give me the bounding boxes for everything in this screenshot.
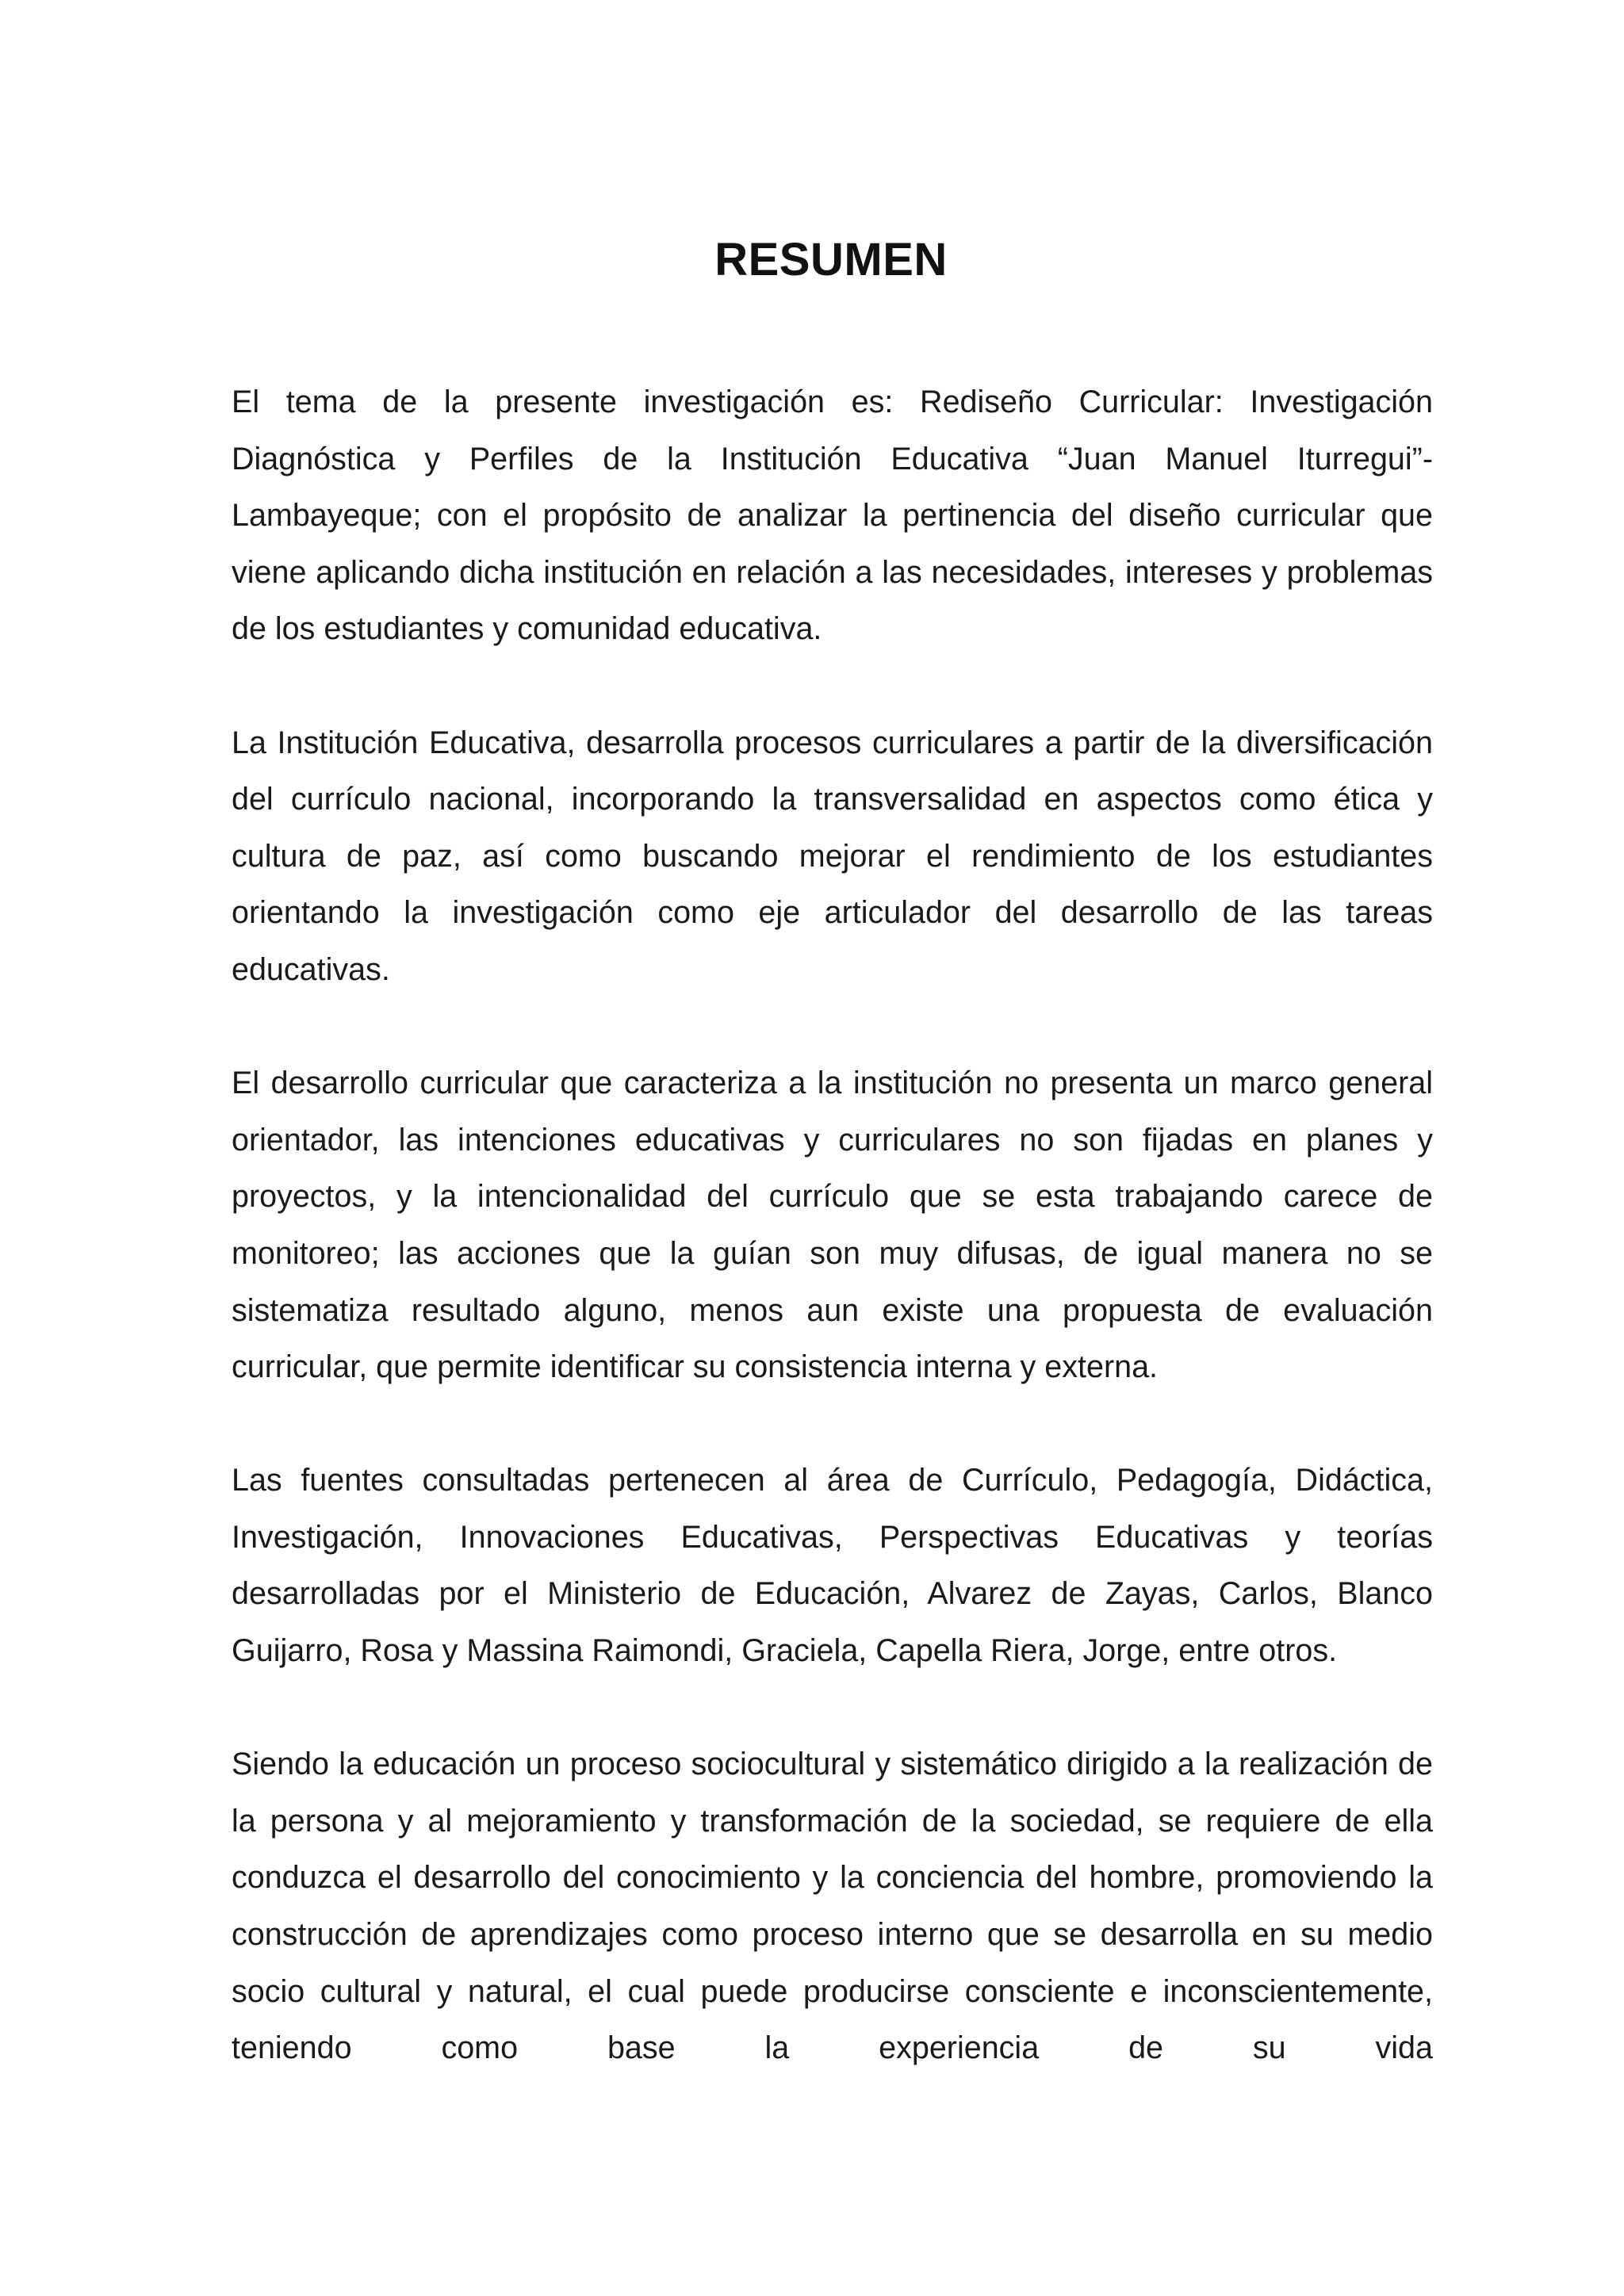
paragraph-2: La Institución Educativa, desarrolla procesos curriculares a partir de la diversificación del currículo nacional, incorporando la transversalidad en aspectos como ética y cultura de paz, así como buscando mejorar el rendimiento de los estudiantes orientando la investigación como eje articulador del desarrollo de las tareas educativas.: [232, 725, 1433, 987]
page-title: RESUMEN: [714, 234, 948, 285]
paragraph-1: El tema de la presente investigación es: Rediseño Curricular: Investigación Diagnóstica y Perfiles de la Institución Educativa “Juan Manuel Iturregui”-Lambayeque; con el propósito de analizar la pertinencia del diseño curricular que viene aplicando dicha institución en relación a las necesidades, intereses y problemas de los estudiantes y comunidad educativa.: [232, 385, 1433, 647]
paragraph-3: El desarrollo curricular que caracteriza a la institución no presenta un marco general orientador, las intenciones educativas y curriculares no son fijadas en planes y proyectos, y la intencionalidad del currículo que se esta trabajando carece de monitoreo; las acciones que la guían son muy difusas, de igual manera no se sistematiza resultado alguno, menos aun existe una propuesta de evaluación curricular, que permite identificar su consistencia interna y externa.: [232, 1066, 1433, 1385]
document-body: [232, 374, 1433, 2077]
paragraph-5: Siendo la educación un proceso sociocultural y sistemático dirigido a la realización de la persona y al mejoramiento y transformación de la sociedad, se requiere de ella conduzca el desarrollo del conocimiento y la conciencia del hombre, promoviendo la construcción de aprendizajes como proceso interno que se desarrolla en su medio socio cultural y natural, el cual puede producirse consciente e inconscientemente, teniendo como base la experiencia de su vida: [232, 1747, 1433, 2066]
paragraph-4: Las fuentes consultadas pertenecen al área de Currículo, Pedagogía, Didáctica, Investigación, Innovaciones Educativas, Perspectivas Educativas y teorías desarrolladas por el Ministerio de Educación, Alvarez de Zayas, Carlos, Blanco Guijarro, Rosa y Massina Raimondi, Graciela, Capella Riera, Jorge, entre otros.: [232, 1463, 1433, 1669]
